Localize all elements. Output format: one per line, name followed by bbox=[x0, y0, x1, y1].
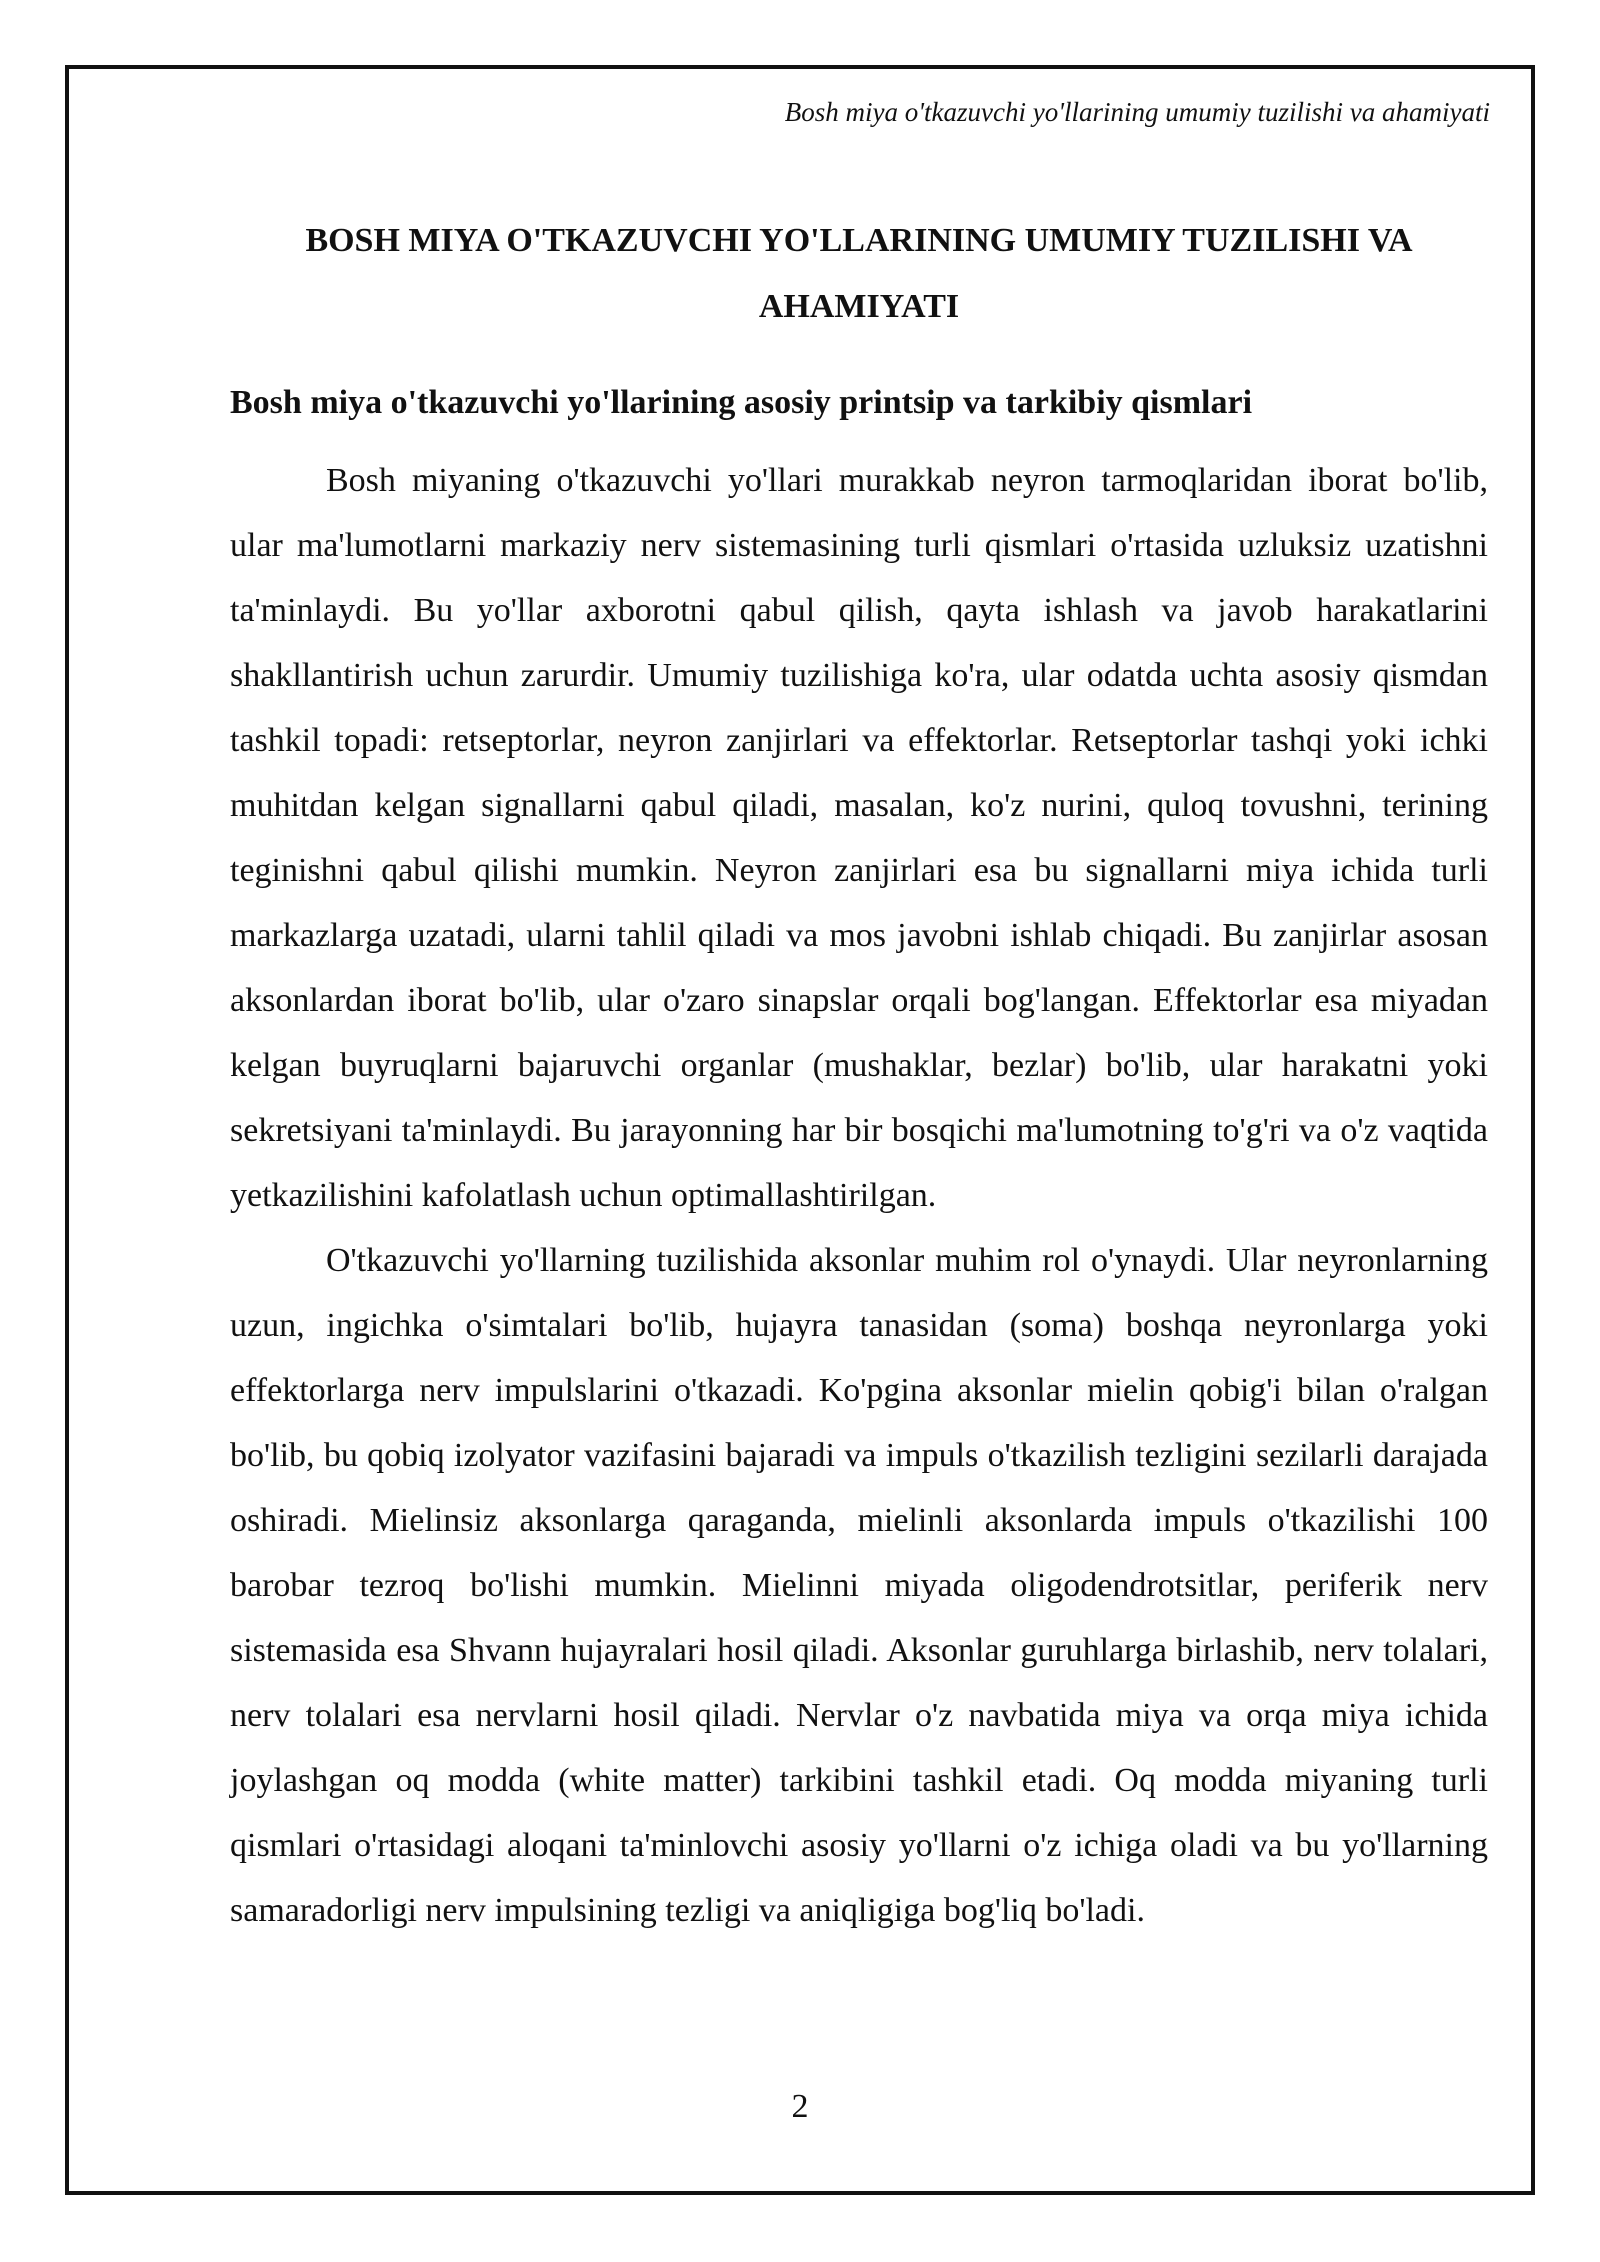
document-body bbox=[230, 208, 1488, 1943]
document-title: BOSH MIYA O'TKAZUVCHI YO'LLARINING UMUMIY TUZILISHI VA AHAMIYATI bbox=[305, 222, 1413, 325]
section-heading: Bosh miya o'tkazuvchi yo'llarining asosiy printsip va tarkibiy qismlari bbox=[230, 384, 1253, 421]
body-paragraph: O'tkazuvchi yo'llarning tuzilishida aksonlar muhim rol o'ynaydi. Ular neyronlarning uzun, ingichka o'simtalari bo'lib, hujayra tanasidan (soma) boshqa neyronlarga yoki effektorlarga nerv impulslarini o'tkazadi. Ko'pgina aksonlar mielin qobig'i bilan o'ralgan bo'lib, bu qobiq izolyator vazifasini bajaradi va impuls o'tkazilish tezligini sezilarli darajada oshiradi. Mielinsiz aksonlarga qaraganda, mielinli aksonlarda impuls o'tkazilishi 100 barobar tezroq bo'lishi mumkin. Mielinni miyada oligodendrotsitlar, periferik nerv sistemasida esa Shvann hujayralari hosil qiladi. Aksonlar guruhlarga birlashib, nerv tolalari, nerv tolalari esa nervlarni hosil qiladi. Nervlar o'z navbatida miya va orqa miya ichida joylashgan oq modda (white matter) tarkibini tashkil etadi. Oq modda miyaning turli qismlari o'rtasidagi aloqani ta'minlovchi asosiy yo'llarni o'z ichiga oladi va bu yo'llarning samaradorligi nerv impulsining tezligi va aniqligiga bog'liq bo'ladi. bbox=[230, 1242, 1488, 1929]
running-header: Bosh miya o'tkazuvchi yo'llarining umumiy tuzilishi va ahamiyati bbox=[784, 97, 1490, 127]
page-number: 2 bbox=[791, 2088, 809, 2125]
body-paragraph: Bosh miyaning o'tkazuvchi yo'llari murakkab neyron tarmoqlaridan iborat bo'lib, ular ma'lumotlarni markaziy nerv sistemasining turli qismlari o'rtasida uzluksiz uzatishni ta'minlaydi. Bu yo'llar axborotni qabul qilish, qayta ishlash va javob harakatlarini shakllantirish uchun zarurdir. Umumiy tuzilishiga ko'ra, ular odatda uchta asosiy qismdan tashkil topadi: retseptorlar, neyron zanjirlari va effektorlar. Retseptorlar tashqi yoki ichki muhitdan kelgan signallarni qabul qiladi, masalan, ko'z nurini, quloq tovushni, terining teginishni qabul qilishi mumkin. Neyron zanjirlari esa bu signallarni miya ichida turli markazlarga uzatadi, ularni tahlil qiladi va mos javobni ishlab chiqadi. Bu zanjirlar asosan aksonlardan iborat bo'lib, ular o'zaro sinapslar orqali bog'langan. Effektorlar esa miyadan kelgan buyruqlarni bajaruvchi organlar (mushaklar, bezlar) bo'lib, ular harakatni yoki sekretsiyani ta'minlaydi. Bu jarayonning har bir bosqichi ma'lumotning to'g'ri va o'z vaqtida yetkazilishini kafolatlash uchun optimallashtirilgan. bbox=[230, 462, 1488, 1214]
